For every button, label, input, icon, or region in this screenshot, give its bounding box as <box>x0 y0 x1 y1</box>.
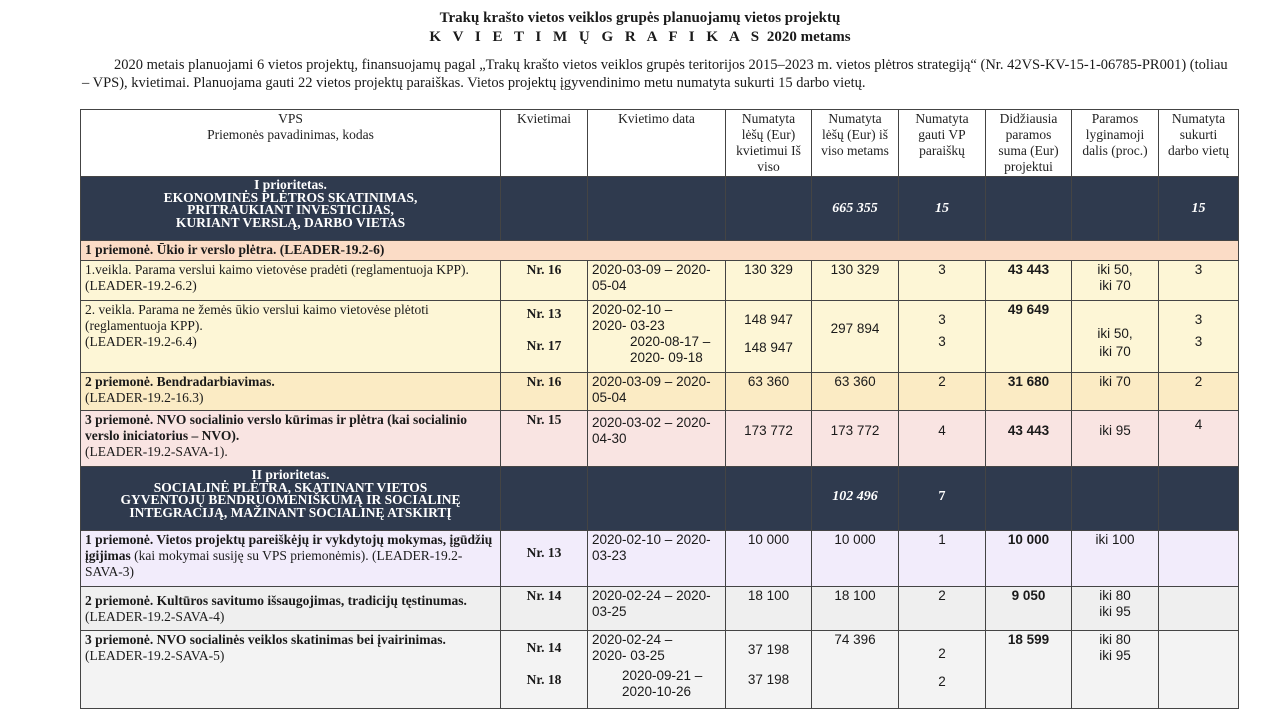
header-didziausia: Didžiausia paramos suma (Eur) projektui <box>986 110 1072 177</box>
header-darbo-vietos: Numatyta sukurti darbo vietų <box>1159 110 1239 177</box>
row-name: 2 priemonė. Bendradarbiavimas. (LEADER-19.2-16.3) <box>81 373 501 411</box>
row-applications: 3 3 <box>899 301 986 373</box>
priority-2-total: 102 496 <box>812 467 899 531</box>
table-row <box>81 531 1239 587</box>
table-row <box>81 411 1239 467</box>
row-year-funds: 10 000 <box>812 531 899 587</box>
row-name: 1.veikla. Parama verslui kaimo vietovėse pradėti (reglamentuoja KPP). (LEADER-19.2-6.2) <box>81 261 501 301</box>
row-name: 2. veikla. Parama ne žemės ūkio verslui kaimo vietovėse plėtoti (reglamentuoja KPP). (LEADER-19.2-6.4) <box>81 301 501 373</box>
priority-2-applications: 7 <box>899 467 986 531</box>
row-name: 3 priemonė. NVO socialinio verslo kūrimas ir plėtra (kai socialinio verslo iniciatorius – NVO). (LEADER-19.2-SAVA-1). <box>81 411 501 467</box>
row-share: iki 100 <box>1072 531 1159 587</box>
row-call-funds: 37 198 37 198 <box>726 631 812 709</box>
row-applications: 2 <box>899 373 986 411</box>
row-max-amount: 18 599 <box>986 631 1072 709</box>
title-schedule: K V I E T I M Ų G R A F I K A S <box>429 29 764 45</box>
document-title <box>0 9 1280 47</box>
header-kvietimai: Kvietimai <box>501 110 588 177</box>
row-name: 1 priemonė. Vietos projektų pareiškėjų ir vykdytojų mokymas, įgūdžių įgijimas (kai mokymai susiję su VPS priemonėmis). (LEADER-19.2-SAVA-3) <box>81 531 501 587</box>
row-call-nr: Nr. 16 <box>501 261 588 301</box>
header-data: Kvietimo data <box>588 110 726 177</box>
row-share: iki 70 <box>1072 373 1159 411</box>
row-date: 2020-02-10 – 2020-03-23 <box>588 531 726 587</box>
row-share: iki 50, iki 70 <box>1072 301 1159 373</box>
row-year-funds: 130 329 <box>812 261 899 301</box>
row-applications: 2 <box>899 587 986 631</box>
row-max-amount: 10 000 <box>986 531 1072 587</box>
title-year: 2020 metams <box>766 29 851 45</box>
row-call-nr: Nr. 13 Nr. 17 <box>501 301 588 373</box>
priority-2-row <box>81 467 1239 531</box>
row-date: 2020-02-24 – 2020- 03-25 2020-09-21 – 2020-10-26 <box>588 631 726 709</box>
row-share: iki 80 iki 95 <box>1072 631 1159 709</box>
row-call-nr: Nr. 16 <box>501 373 588 411</box>
row-jobs: 3 3 <box>1159 301 1239 373</box>
row-date: 2020-03-09 – 2020- 05-04 <box>588 261 726 301</box>
row-applications: 2 2 <box>899 631 986 709</box>
title-line-2 <box>0 28 1280 47</box>
row-call-funds: 18 100 <box>726 587 812 631</box>
header-row <box>81 110 1239 177</box>
measure-1-title: 1 priemonė. Ūkio ir verslo plėtra. (LEADER-19.2-6) <box>81 241 1239 261</box>
row-share: iki 50, iki 70 <box>1072 261 1159 301</box>
header-paraiskos: Numatyta gauti VP paraiškų <box>899 110 986 177</box>
table-row <box>81 373 1239 411</box>
row-jobs: 4 <box>1159 411 1239 467</box>
title-line-1: Trakų krašto vietos veiklos grupės planuojamų vietos projektų <box>439 10 841 26</box>
row-jobs: 3 <box>1159 261 1239 301</box>
header-lesos-metams: Numatyta lėšų (Eur) iš viso metams <box>812 110 899 177</box>
row-year-funds: 297 894 <box>812 301 899 373</box>
header-dalis: Paramos lyginamoji dalis (proc.) <box>1072 110 1159 177</box>
row-call-nr: Nr. 14 <box>501 587 588 631</box>
row-call-funds: 130 329 <box>726 261 812 301</box>
row-applications: 1 <box>899 531 986 587</box>
row-name: 3 priemonė. NVO socialinės veiklos skatinimas bei įvairinimas. (LEADER-19.2-SAVA-5) <box>81 631 501 709</box>
priority-1-jobs: 15 <box>1159 177 1239 241</box>
header-vps: VPS Priemonės pavadinimas, kodas <box>81 110 501 177</box>
row-call-funds: 173 772 <box>726 411 812 467</box>
row-year-funds: 173 772 <box>812 411 899 467</box>
row-max-amount: 9 050 <box>986 587 1072 631</box>
row-share: iki 80 iki 95 <box>1072 587 1159 631</box>
row-date: 2020-03-02 – 2020- 04-30 <box>588 411 726 467</box>
row-call-nr: Nr. 15 <box>501 411 588 467</box>
row-call-nr: Nr. 13 <box>501 531 588 587</box>
priority-2-title: II prioritetas. SOCIALINĖ PLĖTRA, SKATINANT VIETOS GYVENTOJŲ BENDRUOMENIŠKUMĄ IR SOCIALINĘ INTEGRACIJĄ, MAŽINANT SOCIALINĘ ATSKIRTĮ <box>81 467 501 531</box>
row-name: 2 priemonė. Kultūros savitumo išsaugojimas, tradicijų tęstinumas. (LEADER-19.2-SAVA-4) <box>81 587 501 631</box>
row-applications: 4 <box>899 411 986 467</box>
row-applications: 3 <box>899 261 986 301</box>
row-year-funds: 74 396 <box>812 631 899 709</box>
row-call-funds: 63 360 <box>726 373 812 411</box>
intro-paragraph: 2020 metais planuojami 6 vietos projektų, finansuojamų pagal „Trakų krašto vietos veiklos grupės teritorijos 2015–2023 m. vietos plėtros strategiją“ (Nr. 42VS-KV-15-1-06785-PR001) (toliau – VPS), kvietimai. Planuojama gauti 22 vietos projektų paraiškas. Vietos projektų įgyvendinimo metu numatyta sukurti 15 darbo vietų. <box>82 57 1228 91</box>
row-call-funds: 10 000 <box>726 531 812 587</box>
priority-1-title: I prioritetas. EKONOMINĖS PLĖTROS SKATINIMAS, PRITRAUKIANT INVESTICIJAS, KURIANT VERSLĄ, DARBO VIETAS <box>81 177 501 241</box>
table-row <box>81 631 1239 709</box>
row-max-amount: 49 649 <box>986 301 1072 373</box>
row-call-funds: 148 947 148 947 <box>726 301 812 373</box>
row-date: 2020-03-09 – 2020- 05-04 <box>588 373 726 411</box>
header-lesos-kvietimui: Numatyta lėšų (Eur) kvietimui Iš viso <box>726 110 812 177</box>
priority-1-row <box>81 177 1239 241</box>
table-row <box>81 301 1239 373</box>
row-max-amount: 43 443 <box>986 261 1072 301</box>
row-call-nr: Nr. 14 Nr. 18 <box>501 631 588 709</box>
row-jobs: 2 <box>1159 373 1239 411</box>
row-max-amount: 43 443 <box>986 411 1072 467</box>
priority-1-total: 665 355 <box>812 177 899 241</box>
row-max-amount: 31 680 <box>986 373 1072 411</box>
row-date: 2020-02-10 – 2020- 03-23 2020-08-17 – 2020- 09-18 <box>588 301 726 373</box>
measure-1-row <box>81 241 1239 261</box>
priority-1-applications: 15 <box>899 177 986 241</box>
table-row <box>81 261 1239 301</box>
schedule-table <box>80 109 1239 709</box>
row-year-funds: 63 360 <box>812 373 899 411</box>
row-year-funds: 18 100 <box>812 587 899 631</box>
table-row <box>81 587 1239 631</box>
row-share: iki 95 <box>1072 411 1159 467</box>
row-date: 2020-02-24 – 2020- 03-25 <box>588 587 726 631</box>
